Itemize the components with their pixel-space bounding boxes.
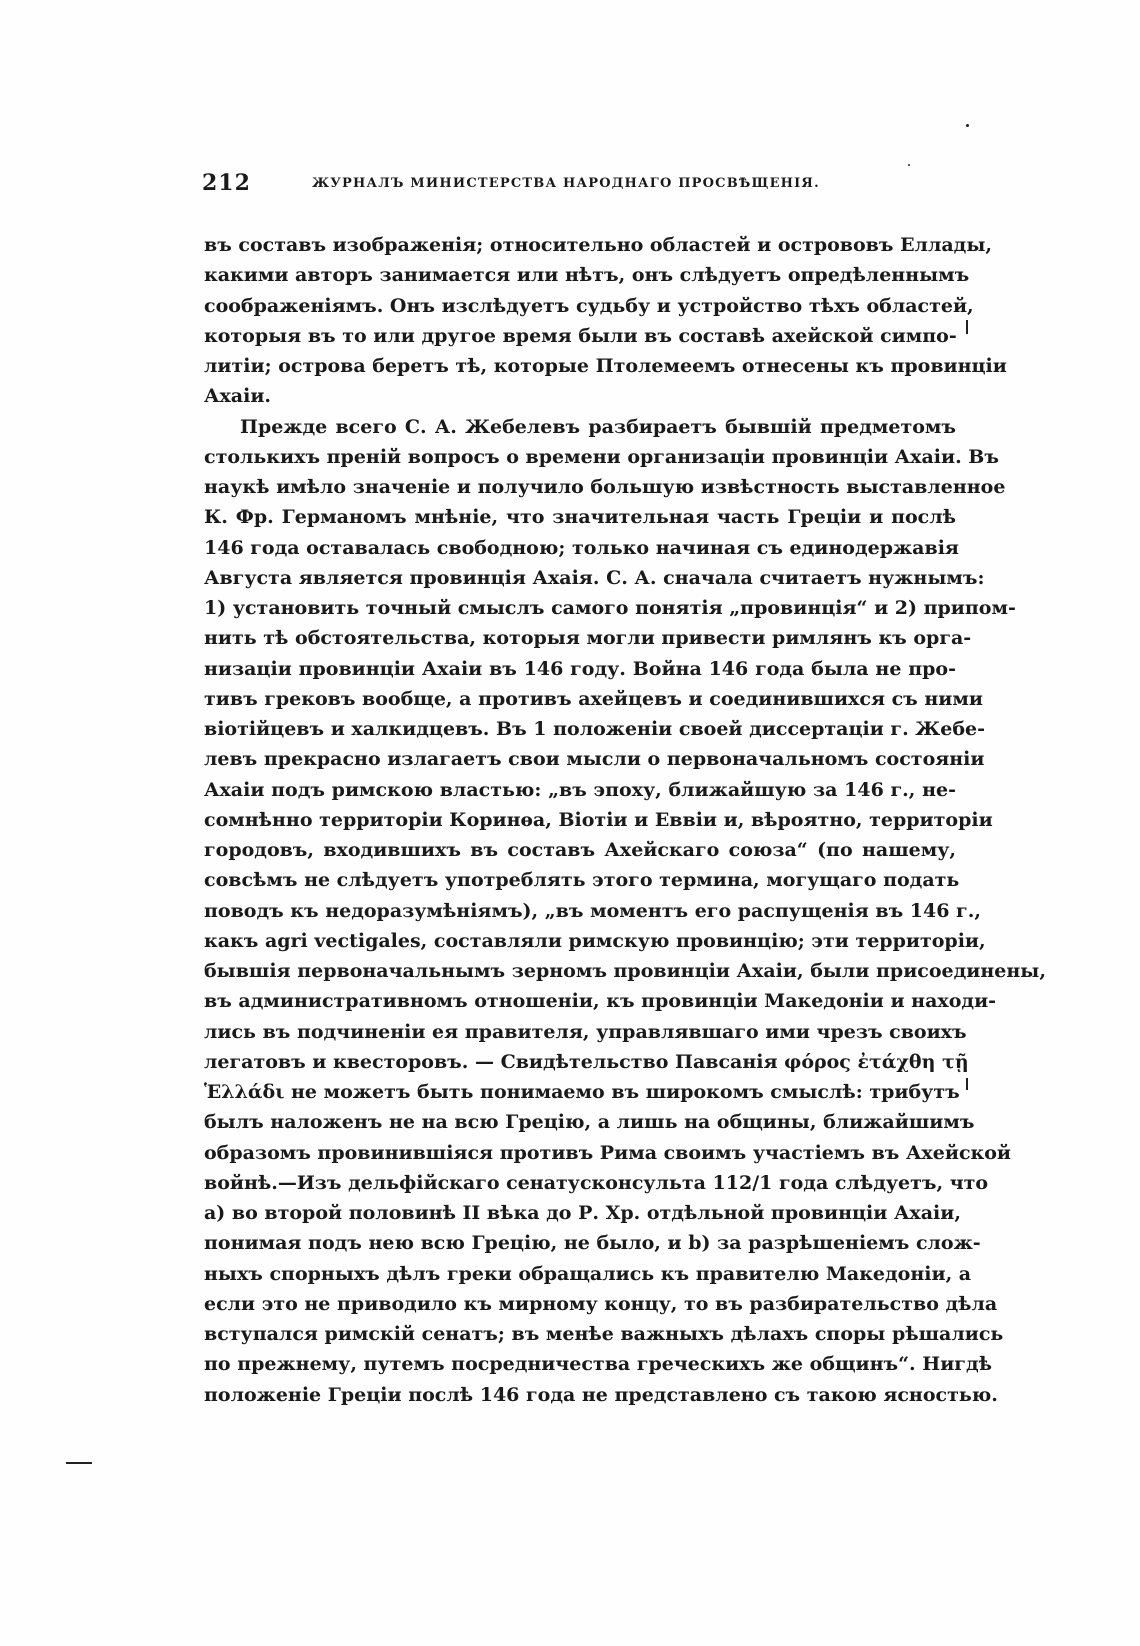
margin-tick: [966, 320, 968, 334]
text-line: войнѣ.—Изъ дельфійскаго сенатусконсульта 112/1 года слѣдуетъ, что: [204, 1171, 989, 1194]
text-line: бывшія первоначальнымъ зерномъ провинціи Ахаіи, были присоединены,: [204, 960, 1046, 982]
text-line: К. Фр. Германомъ мнѣніе, что значительная часть Греціи и послѣ: [204, 506, 956, 529]
text-line: поводъ къ недоразумѣніямъ), „въ моментъ его распущенія въ 146 г.,: [204, 899, 981, 922]
text-line: которыя въ то или другое время были въ составѣ ахейской симпо-: [204, 324, 957, 347]
text-line: совсѣмъ не слѣдуетъ употреблять этого термина, могущаго подать: [204, 869, 960, 892]
page-number: 212: [202, 170, 251, 196]
text-line: Августа является провинція Ахаія. С. А. сначала считаетъ нужнымъ:: [204, 566, 985, 589]
text-line: если это не приводило къ мирному концу, то въ разбирательство дѣла: [204, 1292, 998, 1315]
margin-dot: [966, 124, 969, 127]
text-line: низаціи провинціи Ахаіи въ 146 году. Война 146 года была не про-: [204, 657, 956, 680]
text-line: понимая подъ нею всю Грецію, не было, и b) за разрѣшеніемъ слож-: [204, 1232, 981, 1255]
running-title: ЖУРНАЛЪ МИНИСТЕРСТВА НАРОДНАГО ПРОСВѢЩЕНІЯ.: [312, 176, 820, 191]
text-line: какъ agri vectigales, составляли римскую провинцію; эти территоріи,: [204, 929, 986, 952]
text-line: 146 года оставалась свободною; только начиная съ единодержавія: [204, 536, 959, 559]
text-line: вступался римскій сенатъ; въ менѣе важныхъ дѣлахъ споры рѣшались: [204, 1323, 1004, 1345]
text-line: литіи; острова беретъ тѣ, которые Птолемеемъ отнесены къ провинціи: [204, 355, 1007, 377]
text-line: сомнѣнно территоріи Коринѳа, Віотіи и Еввіи и, вѣроятно, территоріи: [204, 808, 993, 831]
body-text: [204, 230, 1046, 1410]
text-line: лись въ подчиненіи ея правителя, управлявшаго ими чрезъ своихъ: [204, 1020, 967, 1043]
text-line: 1) установить точный смыслъ самого понятія „провинція“ и 2) припом-: [204, 597, 1016, 619]
text-line: былъ наложенъ не на всю Грецію, а лишь на общины, ближайшимъ: [204, 1111, 975, 1134]
text-line: образомъ провинившіяся противъ Рима своимъ участіемъ въ Ахейской: [204, 1141, 1011, 1164]
paragraph: [204, 230, 1007, 412]
text-line: соображеніямъ. Онъ изслѣдуетъ судьбу и устройство тѣхъ областей,: [204, 294, 974, 317]
text-line: по прежнему, путемъ посредничества греческихъ же общинъ“. Нигдѣ: [204, 1353, 992, 1376]
text-line: какими авторъ занимается или нѣтъ, онъ слѣдуетъ опредѣленнымъ: [204, 264, 970, 287]
text-line: Ахаіи подъ римскою властью: „въ эпоху, ближайшую за 146 г., не-: [204, 778, 956, 801]
text-line: столькихъ преній вопросъ о времени организаціи провинціи Ахаіи. Въ: [204, 445, 999, 468]
text-line: віотійцевъ и халкидцевъ. Въ 1 положеніи своей диссертаціи г. Жебе-: [204, 718, 985, 740]
margin-tick: [966, 1078, 968, 1090]
paragraph: [204, 412, 1046, 1410]
text-line: легатовъ и квесторовъ. — Свидѣтельство Павсанія φόρος ἐτάχθη τῇ: [204, 1050, 969, 1073]
text-line: Ἑλλάδι не можетъ быть понимаемо въ широкомъ смыслѣ: трибутъ: [204, 1081, 960, 1103]
text-line: въ административномъ отношеніи, къ провинціи Македоніи и находи-: [204, 990, 997, 1013]
text-line: a) во второй половинѣ II вѣка до Р. Хр. отдѣльной провинціи Ахаіи,: [204, 1202, 961, 1224]
text-line: положеніе Греціи послѣ 146 года не представлено съ такою ясностью.: [204, 1383, 998, 1406]
text-line: Ахаіи.: [204, 385, 272, 408]
text-line: наукѣ имѣло значеніе и получило большую извѣстность выставленное: [204, 476, 1006, 498]
margin-dash: [66, 1462, 92, 1464]
text-line: тивъ грековъ вообще, а противъ ахейцевъ и соединившихся съ ними: [204, 687, 983, 710]
page-header: [202, 170, 962, 210]
text-line: Прежде всего С. А. Жебелевъ разбираетъ бывшій предметомъ: [240, 415, 956, 438]
text-line: нить тѣ обстоятельства, которыя могли привести римлянъ къ орга-: [204, 627, 972, 650]
text-line: въ составъ изображенія; относительно областей и острововъ Еллады,: [204, 234, 992, 256]
margin-dot: [908, 164, 910, 166]
text-line: левъ прекрасно излагаетъ свои мысли о первоначальномъ состояніи: [204, 748, 985, 771]
text-line: ныхъ спорныхъ дѣлъ греки обращались къ правителю Македоніи, а: [204, 1262, 972, 1285]
text-line: городовъ, входившихъ въ составъ Ахейскаго союза“ (по нашему,: [204, 839, 956, 861]
